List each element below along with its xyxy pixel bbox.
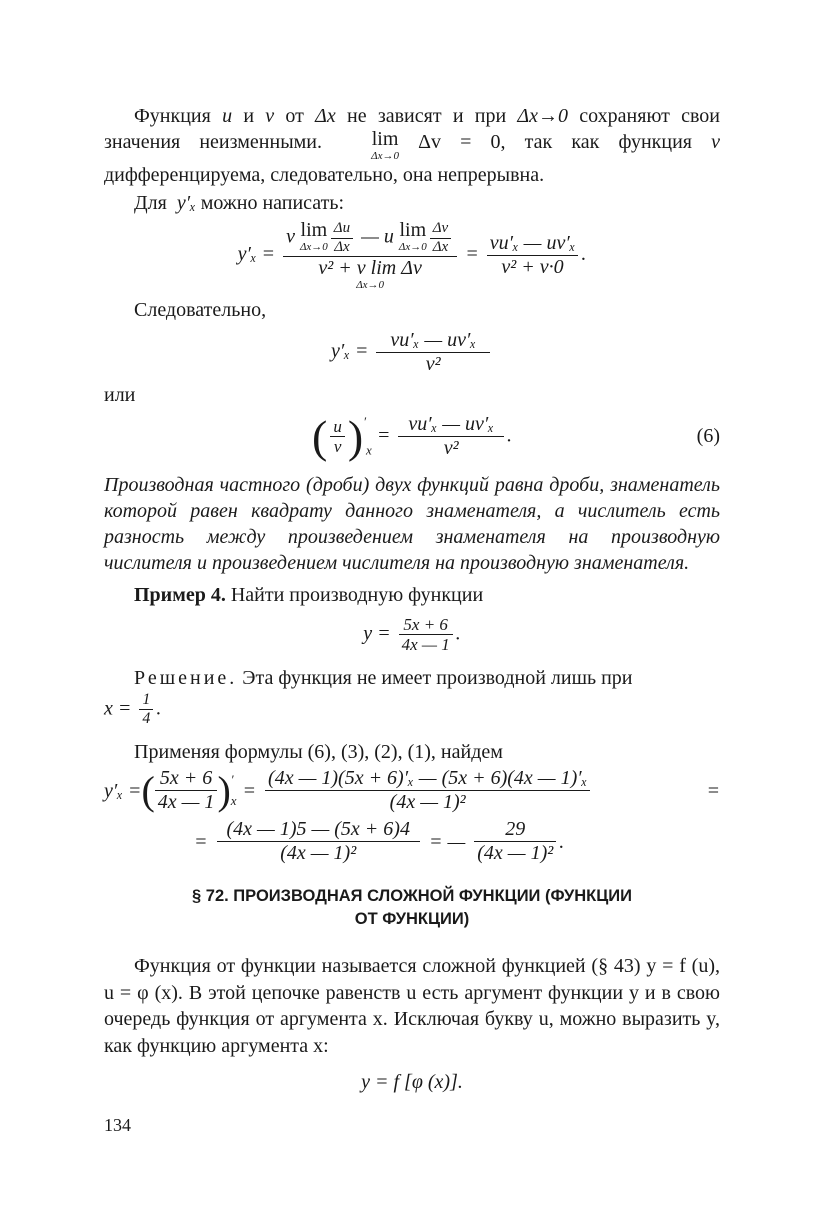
limit-condition: Δx→0	[517, 105, 569, 127]
fraction-numerator: 5x + 6	[399, 615, 453, 636]
equals-sign: =	[242, 779, 257, 802]
equals-sign: =	[376, 424, 391, 447]
period: .	[559, 830, 565, 853]
fraction-denominator: v²	[443, 437, 459, 460]
fraction-denominator: v	[333, 437, 342, 457]
equals-sign: =	[465, 243, 479, 266]
lim-word: lim	[300, 219, 328, 242]
prime-mark: ′	[230, 771, 234, 787]
fraction-limit	[283, 220, 457, 291]
prime-mark: ′	[363, 413, 367, 429]
section-heading	[104, 885, 720, 931]
fraction-result	[376, 329, 490, 376]
text-fragment: дифференцируема, следовательно, она непрерывна.	[104, 164, 545, 186]
equation-derivative-step2	[104, 818, 720, 865]
lim-subscript: Δx→0	[398, 241, 427, 254]
fraction-numerator: 5x + 6	[155, 767, 218, 791]
var-u: u	[222, 105, 233, 127]
fraction-denominator: 4	[142, 710, 151, 728]
fraction-final	[474, 818, 556, 865]
lim-operator	[341, 129, 399, 162]
text-fragment: и	[232, 105, 266, 127]
equation-derivative-step1	[104, 767, 720, 814]
equation-composite	[104, 1069, 720, 1095]
subscript-x: x	[230, 792, 237, 808]
paragraph-composite-function: Функция от функции называется сложной функцией (§ 43) y = f (u), u = φ (x). В этой цепочке равенств u есть аргумент функции y и в свою очередь функция от аргумента x. Исключая букву u, можно выразить y, как функцию аргумента x:	[104, 955, 720, 1057]
equation-quotient-result	[104, 329, 720, 376]
minus-sign: —	[356, 225, 384, 248]
lim-operator	[300, 220, 328, 253]
lim-word: lim	[399, 219, 427, 242]
applying-formulas	[104, 739, 720, 765]
quotient-rule-statement: Производная частного (дроби) двух функций равна дроби, знаменатель которой равен квадрату данного знаменателя, а числитель есть разность между произведением знаменателя на производную числителя и произведением числителя на производную знаменателя.	[104, 474, 720, 575]
right-paren: )	[217, 767, 231, 813]
period: .	[506, 424, 512, 447]
fraction-denominator: (4x — 1)²	[280, 842, 357, 865]
equation-quotient-limit	[104, 220, 720, 291]
fraction-denominator: 4x — 1	[157, 791, 215, 814]
fraction-denominator: (4x — 1)²	[477, 842, 554, 865]
fraction-denominator: (4x — 1)²	[389, 791, 466, 814]
solution-x-value: x = $\frac{1}{4}$ .	[104, 691, 162, 728]
fraction-simplified-step	[217, 818, 420, 865]
equation-example-function	[104, 615, 720, 655]
lim-subscript: Δx→0	[299, 241, 328, 254]
solution-label: Решение.	[134, 666, 238, 689]
page-number: 134	[104, 1115, 131, 1135]
lim-word: lim	[371, 128, 399, 150]
fraction-denominator: 4x — 1	[401, 635, 450, 655]
fraction-u-over-v	[330, 417, 345, 457]
text-fragment: можно написать:	[200, 192, 345, 214]
fraction-numerator: (4x — 1)(5x + 6)′ₓ — (5x + 6)(4x — 1)′ₓ	[265, 767, 590, 791]
equation-number: (6)	[696, 425, 720, 448]
section-heading-line: ОТ ФУНКЦИИ)	[354, 910, 470, 929]
fraction-numerator	[283, 220, 457, 257]
paragraph-therefore	[104, 297, 720, 323]
fraction-numerator: 29	[474, 818, 556, 842]
fraction-du-dx	[331, 220, 353, 256]
fraction-expanded	[265, 767, 590, 814]
text-fragment: не зависят и при	[335, 105, 518, 127]
fraction-denominator	[283, 257, 457, 291]
fraction-numerator: vu′ₓ — uv′ₓ	[487, 232, 579, 256]
fraction-one-quarter	[139, 691, 153, 729]
denominator-text: v² + v lim Δv	[318, 256, 422, 279]
equation-lhs: x =	[104, 697, 132, 720]
fraction-quotient-rule	[398, 413, 504, 460]
equation-lhs: y =	[363, 622, 391, 645]
equals-sign: = —	[428, 830, 466, 853]
lim-subscript: Δx→0	[371, 150, 399, 162]
fraction-denominator: Δx	[334, 238, 350, 255]
text-fragment: Эта функция не имеет производной лишь при	[242, 666, 633, 689]
fraction-numerator: vu′ₓ — uv′ₓ	[398, 413, 504, 437]
equation-lhs: y′ₓ =	[104, 779, 142, 802]
text-fragment: сохраняют свои значения неизменными.	[104, 105, 720, 153]
step1-left	[104, 767, 593, 814]
left-paren: (	[141, 767, 155, 813]
period: .	[455, 622, 461, 645]
var-v: v	[286, 225, 295, 248]
fraction-numerator: Δu	[331, 220, 353, 238]
fraction-numerator: Δv	[430, 220, 451, 238]
subscript-x: x	[366, 442, 372, 458]
fraction-inner	[155, 767, 218, 814]
text-fragment: от	[274, 105, 316, 127]
var-u: u	[383, 225, 394, 248]
fraction-simplified	[487, 232, 579, 279]
page-body	[104, 103, 720, 1101]
left-paren: (	[312, 410, 328, 462]
text-fragment: Функция	[134, 105, 223, 127]
fraction-example	[399, 615, 453, 655]
fraction-denominator: v² + v·0	[501, 256, 564, 279]
var-v: v	[711, 131, 721, 153]
text-fragment: Найти производную функции	[230, 584, 484, 607]
text-fragment: Δv = 0, так как функция	[418, 131, 712, 153]
var-v: v	[265, 105, 275, 127]
equation-6	[104, 410, 720, 462]
equals-sign: =	[706, 779, 720, 802]
paragraph-or	[104, 382, 720, 408]
fraction-numerator: u	[330, 417, 345, 438]
var-derivative: y′ₓ	[176, 192, 196, 214]
example-4	[104, 582, 720, 608]
example-label: Пример 4.	[134, 584, 226, 607]
solution-paragraph	[104, 665, 720, 691]
prime-and-subscript	[231, 770, 237, 812]
fraction-dv-dx	[430, 220, 451, 256]
var-dx: Δx	[315, 105, 336, 127]
equation-lhs: y′ₓ =	[237, 243, 276, 266]
lim-subscript: Δx→0	[356, 278, 385, 291]
fraction-numerator: vu′ₓ — uv′ₓ	[376, 329, 490, 353]
text-fragment: Применяя формулы (6), (3), (2), (1), найдем	[134, 740, 503, 763]
fraction-numerator: 1	[139, 691, 153, 710]
section-heading-line: § 72. ПРОИЗВОДНАЯ СЛОЖНОЙ ФУНКЦИИ (ФУНКЦИИ	[192, 887, 632, 906]
text-fragment: или	[104, 384, 136, 407]
lim-operator	[399, 220, 427, 253]
fraction-numerator: (4x — 1)5 — (5x + 6)4	[217, 818, 420, 842]
equation-lhs: y′ₓ =	[330, 340, 369, 363]
equals-sign: =	[194, 830, 208, 853]
paragraph-for-derivative	[104, 190, 720, 216]
period: .	[581, 243, 587, 266]
paragraph-continuity	[104, 103, 720, 188]
right-paren: )	[347, 410, 364, 462]
fraction-denominator: v²	[425, 353, 441, 376]
text-fragment: Для	[134, 192, 167, 214]
fraction-denominator: Δx	[432, 238, 449, 255]
text-fragment: Следовательно,	[134, 298, 267, 321]
composite-formula: y = f [φ (x)].	[361, 1070, 463, 1093]
